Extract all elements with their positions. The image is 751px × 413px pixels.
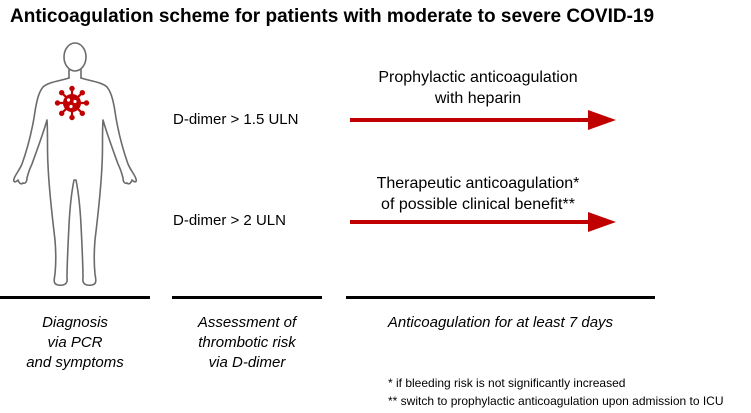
threshold-label-2: D-dimer > 2 ULN <box>173 212 286 229</box>
stage-label-diagnosis <box>0 313 150 373</box>
human-body-outline-icon <box>10 40 140 290</box>
stage-anticoagulation-line1: Anticoagulation for at least 7 days <box>387 314 614 331</box>
stage-label-assessment <box>172 313 322 373</box>
stage-diagnosis-line2: via PCR <box>47 334 103 351</box>
treatment-label-1 <box>350 67 606 109</box>
treatment-label-2-line1: Therapeutic anticoagulation* <box>376 175 580 192</box>
stage-assessment-line2: thrombotic risk <box>198 334 296 351</box>
treatment-label-2 <box>350 173 606 215</box>
arrow-prophylactic <box>350 108 620 132</box>
stage-diagnosis-line1: Diagnosis <box>42 314 108 331</box>
coronavirus-icon <box>55 86 88 119</box>
treatment-label-1-line2: with heparin <box>434 90 522 107</box>
threshold-label-1: D-dimer > 1.5 ULN <box>173 111 299 128</box>
diagram-title: Anticoagulation scheme for patients with moderate to severe COVID-19 <box>10 6 655 27</box>
stage-diagnosis-line3: and symptoms <box>26 354 124 371</box>
treatment-label-1-line1: Prophylactic anticoagulation <box>378 69 578 86</box>
stage-assessment-line3: via D-dimer <box>208 354 286 371</box>
stage-label-anticoagulation <box>346 313 655 333</box>
stage-divider-assessment <box>172 296 322 299</box>
footnote-2: ** switch to prophylactic anticoagulation upon admission to ICU <box>388 394 724 408</box>
stage-assessment-line1: Assessment of <box>197 314 297 331</box>
arrow-therapeutic <box>350 210 620 234</box>
stage-divider-anticoagulation <box>346 296 655 299</box>
stage-divider-diagnosis <box>0 296 150 299</box>
treatment-label-2-line2: of possible clinical benefit** <box>381 196 575 213</box>
footnote-1: * if bleeding risk is not significantly increased <box>388 376 626 390</box>
